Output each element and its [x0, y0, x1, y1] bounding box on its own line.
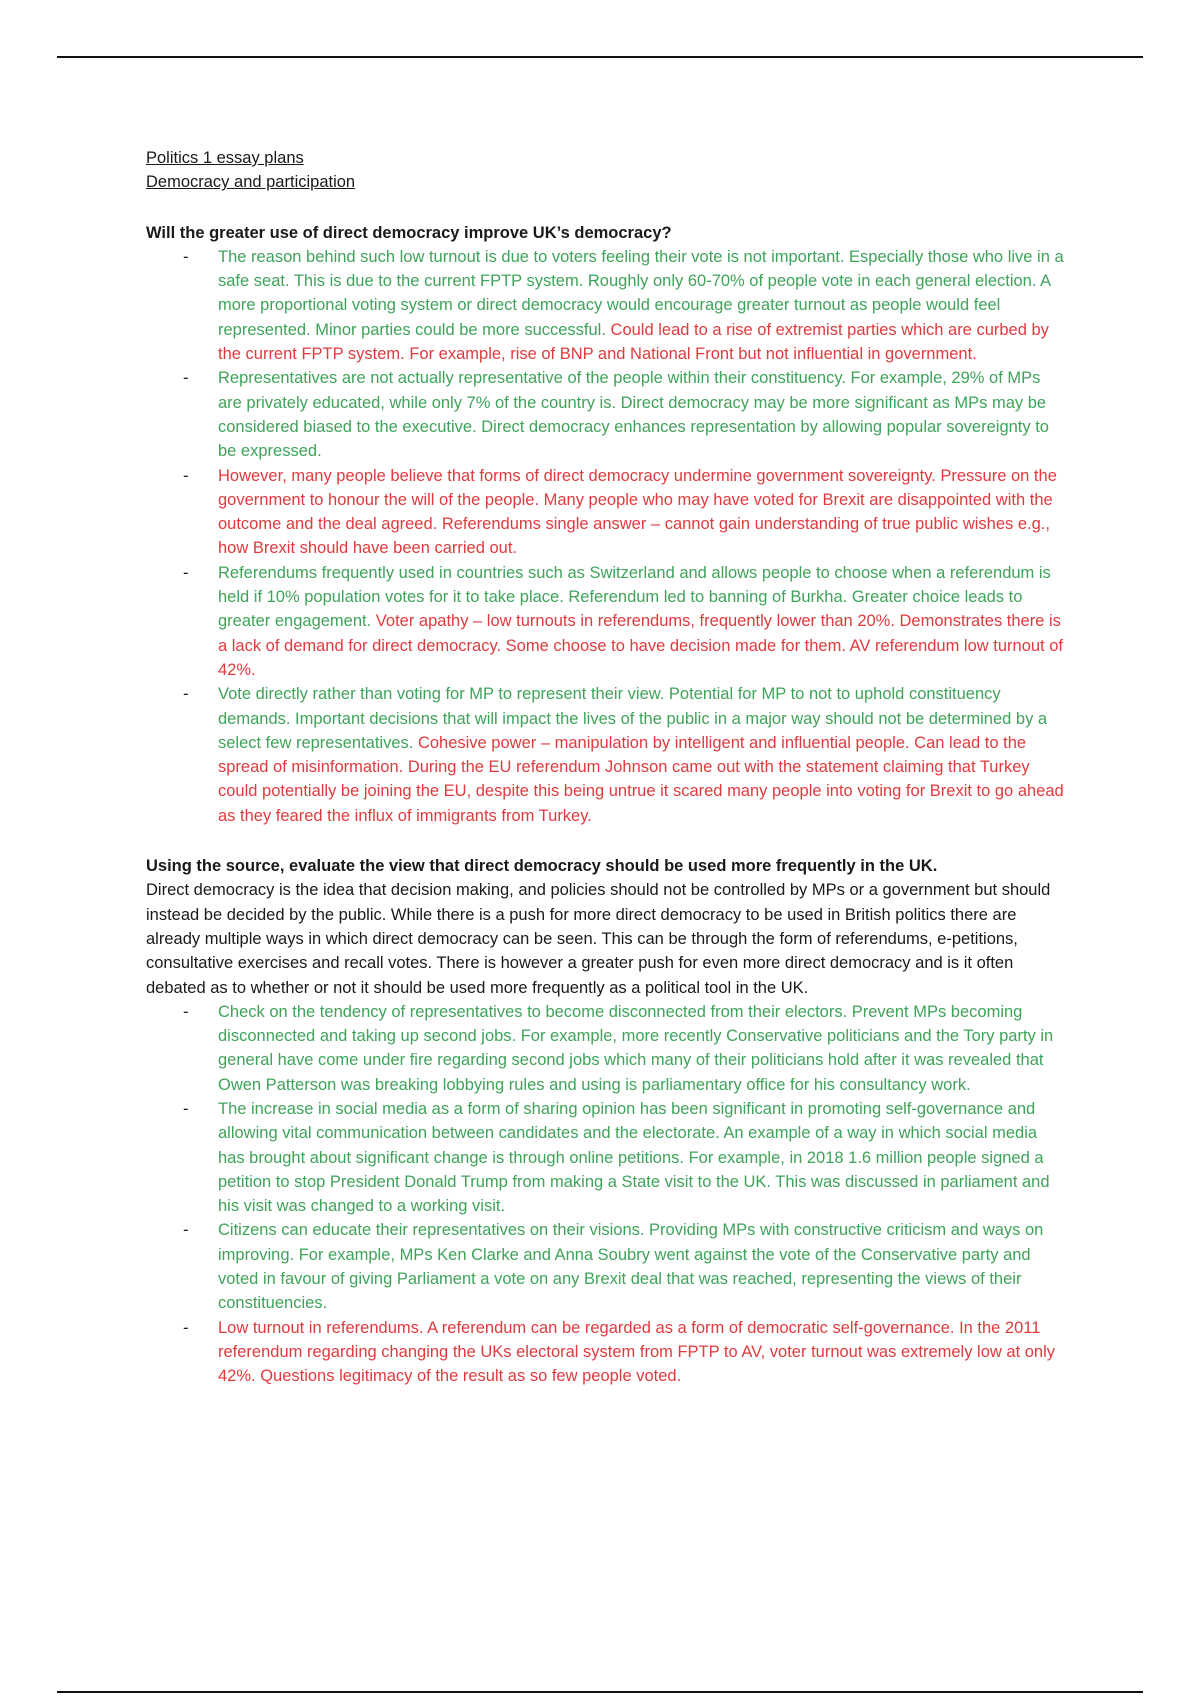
list-item: - The reason behind such low turnout is due to voters feeling their vote is not important. Especially those who live in a safe seat. This is due to the current FPTP system. Roughly only 60-70% of people vote in each general election. A more proportional voting system or direct democracy would encourage greater turnout as people would feel represented. Minor parties could be more successful. Could lead to a rise of extremist parties which are curbed by the current FPTP system. For example, rise of BNP and National Front but not influential in government.	[183, 247, 1064, 364]
point-for: Vote directly rather than voting for MP to represent their view. Potential for MP to not to uphold constituency demands. Important decisions that will impact the lives of the public in a major way should not be determined by a select few representatives.	[218, 685, 1048, 752]
list-item: - Low turnout in referendums. A referendum can be regarded as a form of democratic self-governance. In the 2011 referendum regarding changing the UKs electoral system from FPTP to AV, voter turnout was extremely low at only 42%. Questions legitimacy of the result as so few people voted.	[183, 1318, 1056, 1386]
argument-list	[146, 1000, 1066, 1389]
list-item: - Check on the tendency of representatives to become disconnected from their electors. Prevent MPs becoming disconnected and taking up second jobs. For example, more recently Conservative politicians and the Tory party in general have come under fire regarding second jobs which many of their politicians hold after it was revealed that Owen Patterson was breaking lobbying rules and using is parliamentary office for his consultancy work.	[183, 1002, 1054, 1094]
point-against: Voter apathy – low turnouts in referendums, frequently lower than 20%. Demonstrates there is a lack of demand for direct democracy. Some choose to have decision made for them. AV referendum low turnout of 42%.	[218, 612, 1063, 679]
section-heading: Using the source, evaluate the view that direct democracy should be used more frequently in the UK.	[146, 857, 938, 876]
document-title: Politics 1 essay plans	[146, 149, 304, 167]
document-body	[146, 146, 1066, 1389]
list-item: - However, many people believe that forms of direct democracy undermine government sovereignty. Pressure on the government to honour the will of the people. Many people who may have voted for Brexit are disappointed with the outcome and the deal agreed. Referendums single answer – cannot gain understanding of true public wishes e.g., how Brexit should have been carried out.	[183, 466, 1057, 558]
header-rule	[57, 56, 1143, 58]
section-heading: Will the greater use of direct democracy improve UK’s democracy?	[146, 223, 672, 242]
point-for: The increase in social media as a form of sharing opinion has been significant in promoting self-governance and allowing vital communication between candidates and the electorate. An example of a way in which social media has brought about significant change is through online petitions. For example, in 2018 1.6 million people signed a petition to stop President Donald Trump from making a State visit to the UK. This was discussed in parliament and his visit was changed to a working visit.	[218, 1099, 1050, 1216]
point-for: Citizens can educate their representatives on their visions. Providing MPs with constructive criticism and ways on improving. For example, MPs Ken Clarke and Anna Soubry went against the vote of the Conservative party and voted in favour of giving Parliament a vote on any Brexit deal that was reached, representing the views of their constituencies.	[218, 1221, 1044, 1313]
section-intro: Direct democracy is the idea that decision making, and policies should not be controlled by MPs or a government but should instead be decided by the public. While there is a push for more direct democracy to be used in British politics there are already multiple ways in which direct democracy can be seen. This can be through the form of referendums, e-petitions, consultative exercises and recall votes. There is however a greater push for even more direct democracy and is it often debated as to whether or not it should be used more frequently as a political tool in the UK.	[146, 881, 1051, 997]
point-for: Referendums frequently used in countries such as Switzerland and allows people to choose when a referendum is held if 10% population votes for it to take place. Referendum led to banning of Burkha. Greater choice leads to greater engagement.	[218, 563, 1051, 631]
point-for: The reason behind such low turnout is due to voters feeling their vote is not important. Especially those who live in a safe seat. This is due to the current FPTP system. Roughly only 60-70% of people vote in each general election. A more proportional voting system or direct democracy would encourage greater turnout as people would feel represented. Minor parties could be more successful.	[218, 247, 1064, 339]
argument-list	[146, 245, 1066, 828]
section-direct-democracy-improve	[146, 221, 1066, 828]
point-for: Check on the tendency of representatives to become disconnected from their electors. Prevent MPs becoming disconnected and taking up second jobs. For example, more recently Conservative politicians and the Tory party in general have come under fire regarding second jobs which many of their politicians hold after it was revealed that Owen Patterson was breaking lobbying rules and using is parliamentary office for his consultancy work.	[218, 1002, 1054, 1094]
point-against: Low turnout in referendums. A referendum can be regarded as a form of democratic self-governance. In the 2011 referendum regarding changing the UKs electoral system from FPTP to AV, voter turnout was extremely low at only 42%. Questions legitimacy of the result as so few people voted.	[218, 1318, 1056, 1386]
document-subtitle: Democracy and participation	[146, 173, 356, 192]
list-item: - The increase in social media as a form of sharing opinion has been significant in promoting self-governance and allowing vital communication between candidates and the electorate. An example of a way in which social media has brought about significant change is through online petitions. For example, in 2018 1.6 million people signed a petition to stop President Donald Trump from making a State visit to the UK. This was discussed in parliament and his visit was changed to a working visit.	[183, 1099, 1050, 1216]
list-item: - Representatives are not actually representative of the people within their constituency. For example, 29% of MPs are privately educated, while only 7% of the country is. Direct democracy may be more significant as MPs may be considered biased to the executive. Direct democracy enhances representation by allowing popular sovereignty to be expressed.	[183, 369, 1049, 461]
point-against: However, many people believe that forms of direct democracy undermine government sovereignty. Pressure on the government to honour the will of the people. Many people who may have voted for Brexit are disappointed with the outcome and the deal agreed. Referendums single answer – cannot gain understanding of true public wishes e.g., how Brexit should have been carried out.	[218, 466, 1057, 558]
section-source-evaluation	[146, 854, 1066, 1389]
list-item: - Referendums frequently used in countries such as Switzerland and allows people to choose when a referendum is held if 10% population votes for it to take place. Referendum led to banning of Burkha. Greater choice leads to greater engagement. Voter apathy – low turnouts in referendums, frequently lower than 20%. Demonstrates there is a lack of demand for direct democracy. Some choose to have decision made for them. AV referendum low turnout of 42%.	[183, 563, 1063, 679]
point-for: Representatives are not actually representative of the people within their constituency. For example, 29% of MPs are privately educated, while only 7% of the country is. Direct democracy may be more significant as MPs may be considered biased to the executive. Direct democracy enhances representation by allowing popular sovereignty to be expressed.	[218, 369, 1049, 461]
point-against: Could lead to a rise of extremist parties which are curbed by the current FPTP system. For example, rise of BNP and National Front but not influential in government.	[218, 320, 1049, 364]
point-against: Cohesive power – manipulation by intelligent and influential people. Can lead to the spread of misinformation. During the EU referendum Johnson came out with the statement claiming that Turkey could potentially be joining the EU, despite this being untrue it scared many people into voting for Brexit to go ahead as they feared the influx of immigrants from Turkey.	[218, 733, 1064, 825]
list-item: - Vote directly rather than voting for MP to represent their view. Potential for MP to not to uphold constituency demands. Important decisions that will impact the lives of the public in a major way should not be determined by a select few representatives. Cohesive power – manipulation by intelligent and influential people. Can lead to the spread of misinformation. During the EU referendum Johnson came out with the statement claiming that Turkey could potentially be joining the EU, despite this being untrue it scared many people into voting for Brexit to go ahead as they feared the influx of immigrants from Turkey.	[183, 685, 1064, 825]
list-item: - Citizens can educate their representatives on their visions. Providing MPs with constructive criticism and ways on improving. For example, MPs Ken Clarke and Anna Soubry went against the vote of the Conservative party and voted in favour of giving Parliament a vote on any Brexit deal that was reached, representing the views of their constituencies.	[183, 1221, 1044, 1313]
footer-rule	[57, 1691, 1143, 1693]
